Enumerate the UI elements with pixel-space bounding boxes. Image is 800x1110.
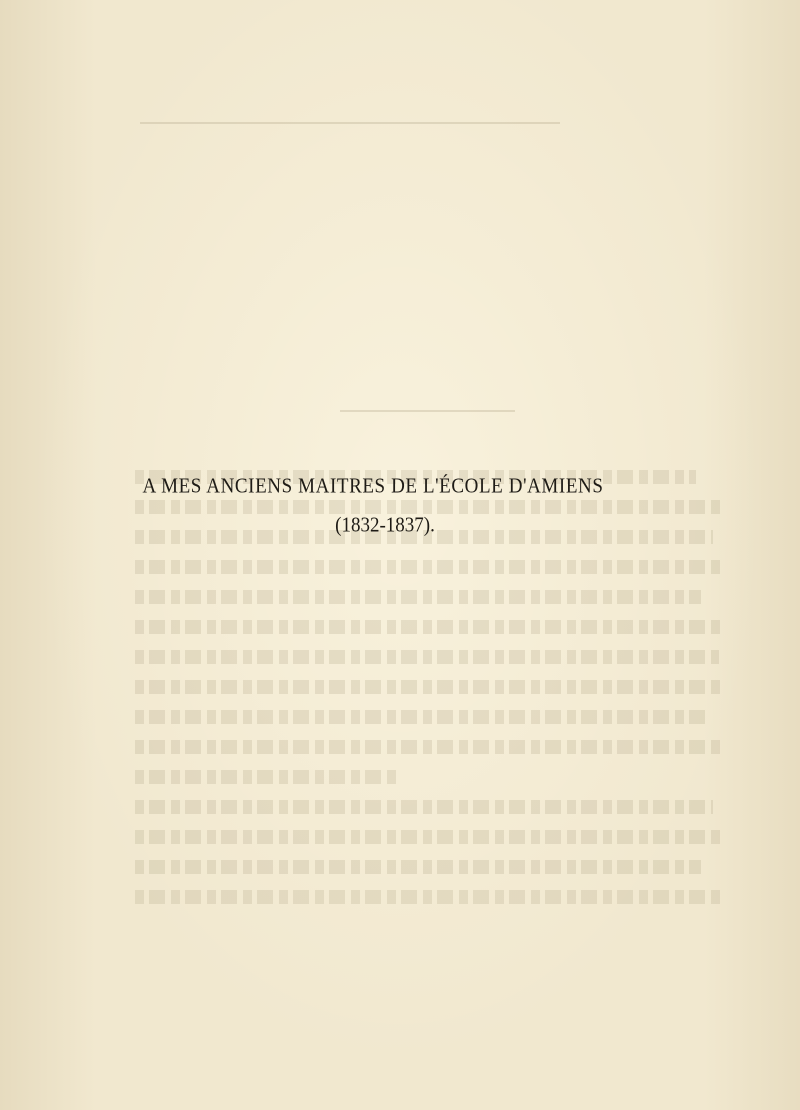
- bleed-through-rule: [340, 410, 515, 412]
- dedication-years: (1832-1837).: [335, 513, 435, 538]
- dedication: [0, 476, 800, 537]
- bleed-through-rule: [140, 122, 560, 124]
- dedication-text: A MES ANCIENS MAITRES DE L'ÉCOLE D'AMIENS: [142, 474, 604, 499]
